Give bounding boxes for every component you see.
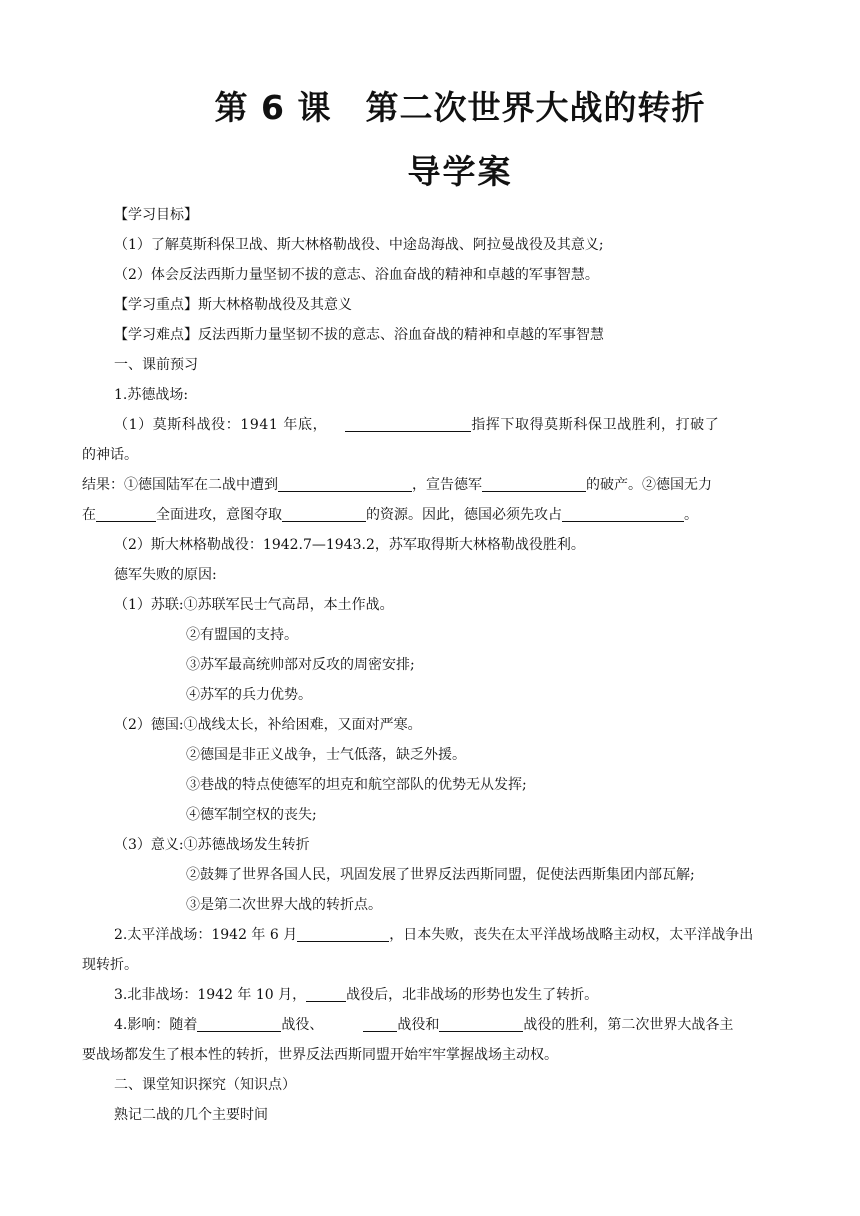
result-text-g: 。 xyxy=(684,507,698,523)
objective-1: （1）了解莫斯科保卫战、斯大林格勒战役、中途岛海战、阿拉曼战役及其意义; xyxy=(114,237,604,253)
memo-line: 熟记二战的几个主要时间 xyxy=(114,1107,268,1123)
ussr-reason-2: ②有盟国的支持。 xyxy=(186,627,298,643)
moscow-text-c: 的神话。 xyxy=(82,447,138,463)
impact-text-b: 战役、 xyxy=(281,1017,324,1033)
result-text-b: ，宣告德军 xyxy=(412,477,482,493)
moscow-text-b: 指挥下取得莫斯科保卫战胜利，打破了 xyxy=(471,417,720,433)
impact-text-e: 要战场都发生了根本性的转折，世界反法西斯同盟开始牢牢掌握战场主动权。 xyxy=(82,1047,558,1063)
blank-midway[interactable] xyxy=(297,925,389,942)
stalingrad-line: （2）斯大林格勒战役：1942.7—1943.2，苏军取得斯大林格勒战役胜利。 xyxy=(114,537,585,553)
ussr-reason-4: ④苏军的兵力优势。 xyxy=(186,687,312,703)
significance-2: ②鼓舞了世界各国人民，巩固发展了世界反法西斯同盟，促使法西斯集团内部瓦解; xyxy=(186,867,695,883)
result-text-f: 的资源。因此，德国必须先攻占 xyxy=(366,507,562,523)
pacific-line xyxy=(82,920,782,950)
moscow-line xyxy=(82,410,782,440)
blank-front[interactable] xyxy=(96,505,156,522)
blank-commander[interactable] xyxy=(345,415,471,432)
blank-battle-3[interactable] xyxy=(439,1015,523,1032)
item-soviet-german-front: 1.苏德战场: xyxy=(114,387,189,403)
germany-reason-1: （2）德国:①战线太长，补给困难，又面对严寒。 xyxy=(114,717,422,733)
significance-1: （3）意义:①苏德战场发生转折 xyxy=(114,837,310,853)
blank-alamein[interactable] xyxy=(306,985,346,1002)
section-explore-heading: 二、课堂知识探究（知识点） xyxy=(114,1077,296,1093)
result-text-d: 在 xyxy=(82,507,96,523)
pacific-text-b: ，日本失败，丧失在太平洋战场战略主动权，太平洋战争出 xyxy=(389,927,754,943)
impact-text-a: 4.影响：随着 xyxy=(114,1017,198,1033)
significance-3: ③是第二次世界大战的转折点。 xyxy=(186,897,382,913)
pacific-text-a: 2.太平洋战场：1942 年 6 月 xyxy=(114,927,298,943)
ussr-reason-3: ③苏军最高统帅部对反攻的周密安排; xyxy=(186,657,415,673)
blank-defeat[interactable] xyxy=(278,475,412,492)
germany-reason-3: ③巷战的特点使德军的坦克和航空部队的优势无从发挥; xyxy=(186,777,527,793)
blank-battle-1[interactable] xyxy=(197,1015,281,1032)
result-line-1 xyxy=(82,470,782,500)
result-text-e: 全面进攻，意图夺取 xyxy=(156,507,282,523)
pacific-text-c: 现转折。 xyxy=(82,957,138,973)
impact-text-c: 战役和 xyxy=(397,1017,440,1033)
blank-strategy[interactable] xyxy=(482,475,586,492)
objectives-heading: 【学习目标】 xyxy=(114,207,198,223)
lesson-title: 第 6 课 第二次世界大战的转折 xyxy=(214,88,706,127)
blank-target[interactable] xyxy=(562,505,684,522)
impact-line xyxy=(82,1010,782,1040)
africa-text-b: 战役后，北非战场的形势也发生了转折。 xyxy=(346,987,599,1003)
result-text-a: 结果：①德国陆军在二战中遭到 xyxy=(82,477,278,493)
study-guide-body xyxy=(82,200,782,1130)
section-preview-heading: 一、课前预习 xyxy=(114,357,198,373)
objective-2: （2）体会反法西斯力量坚韧不拔的意志、浴血奋战的精神和卓越的军事智慧。 xyxy=(114,267,599,283)
germany-reason-4: ④德军制空权的丧失; xyxy=(186,807,317,823)
result-text-c: 的破产。②德国无力 xyxy=(586,477,712,493)
africa-line xyxy=(82,980,782,1010)
result-line-2 xyxy=(82,500,782,530)
reasons-heading: 德军失败的原因: xyxy=(114,567,217,583)
lesson-subtitle: 导学案 xyxy=(407,152,513,191)
blank-battle-2[interactable] xyxy=(363,1015,397,1032)
ussr-reason-1: （1）苏联:①苏联军民士气高昂，本土作战。 xyxy=(114,597,394,613)
key-point: 【学习重点】斯大林格勒战役及其意义 xyxy=(114,297,352,313)
blank-resource[interactable] xyxy=(282,505,366,522)
germany-reason-2: ②德国是非正义战争，士气低落，缺乏外援。 xyxy=(186,747,466,763)
moscow-text-a: （1）莫斯科战役：1941 年底， xyxy=(114,417,328,433)
impact-text-d: 战役的胜利，第二次世界大战各主 xyxy=(523,1017,734,1033)
africa-text-a: 3.北非战场：1942 年 10 月， xyxy=(114,987,307,1003)
difficulty: 【学习难点】反法西斯力量坚韧不拔的意志、浴血奋战的精神和卓越的军事智慧 xyxy=(114,327,604,343)
